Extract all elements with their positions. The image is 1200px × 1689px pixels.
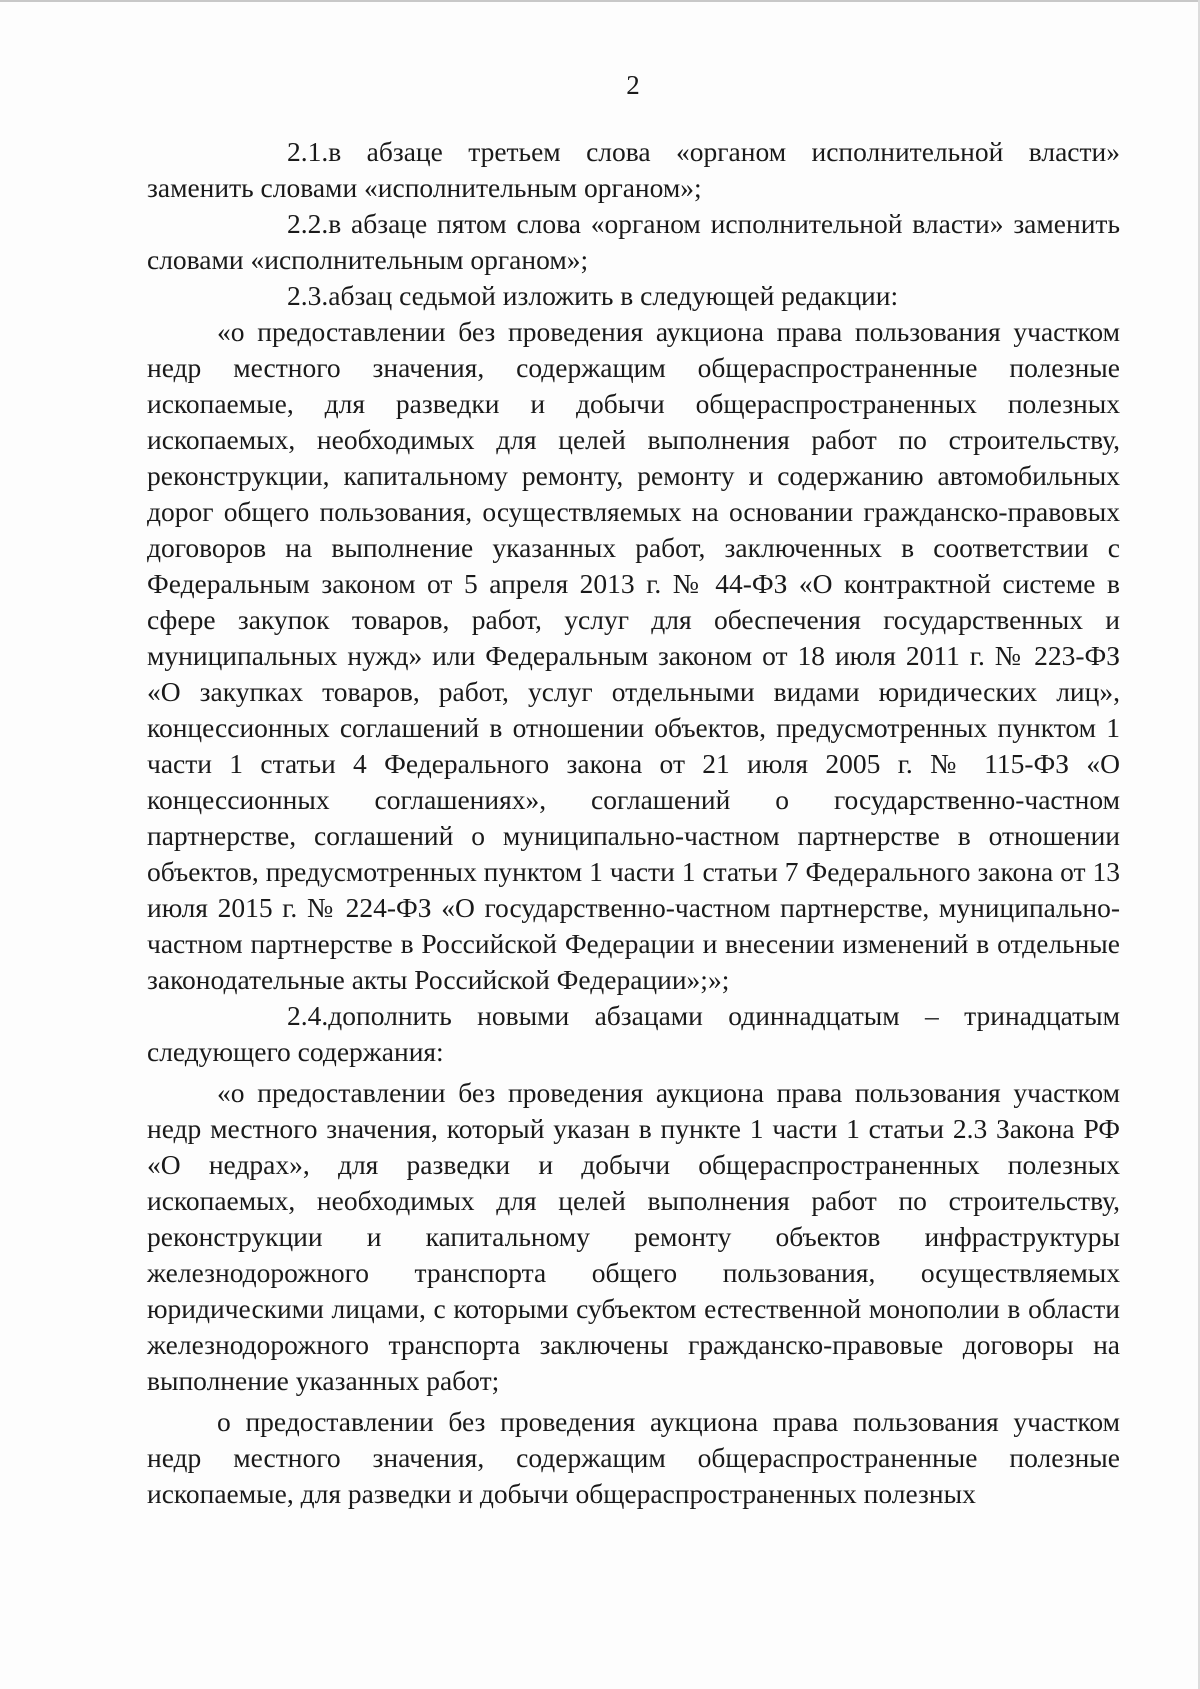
paragraph-text: абзац седьмой изложить в следующей редакции: (328, 280, 899, 311)
scan-edge-top (0, 0, 1200, 2)
quoted-paragraph-abzac-7 (147, 314, 1120, 998)
quoted-paragraph-abzac-12 (147, 1404, 1120, 1512)
paragraph-text: «о предоставлении без проведения аукциона права пользования участком недр местного значения, содержащим общераспространенные полезные ископаемые, для разведки и добычи общераспространенных полезных ископаемых, необходимых для целей выполнения работ по строительству, реконструкции, капитальному ремонту, ремонту и содержанию автомобильных дорог общего пользования, осуществляемых на основании гражданско-правовых договоров на выполнение указанных работ, заключенных в соответствии с Федеральным законом от 5 апреля 2013 г. № 44-ФЗ «О контрактной системе в сфере закупок товаров, работ, услуг для обеспечения государственных и муниципальных нужд» или Федеральным законом от 18 июля 2011 г. № 223-ФЗ «О закупках товаров, работ, услуг отдельными видами юридических лиц», концессионных соглашений в отношении объектов, предусмотренных пунктом 1 части 1 статьи 4 Федерального закона от 21 июля 2005 г. № 115-ФЗ «О концессионных соглашениях», соглашений о государственно-частном партнерстве, соглашений о муниципально-частном партнерстве в отношении объектов, предусмотренных пунктом 1 части 1 статьи 7 Федерального закона от 13 июля 2015 г. № 224-ФЗ «О государственно-частном партнерстве, муниципально-частном партнерстве в Российской Федерации и внесении изменений в отдельные законодательные акты Российской Федерации»;»; (147, 316, 1120, 995)
paragraph-text: дополнить новыми абзацами одиннадцатым – тринадцатым следующего содержания: (147, 1000, 1120, 1067)
paragraph-text: в абзаце третьем слова «органом исполнительной власти» заменить словами «исполнительным органом»; (147, 136, 1120, 203)
item-number: 2.4. (287, 1000, 329, 1031)
paragraph-text: в абзаце пятом слова «органом исполнительной власти» заменить словами «исполнительным органом»; (147, 208, 1120, 275)
paragraph-2-4 (147, 998, 1120, 1070)
paragraph-2-2 (147, 206, 1120, 278)
item-number: 2.3. (287, 280, 329, 311)
paragraph-text: о предоставлении без проведения аукциона права пользования участком недр местного значения, содержащим общераспространенные полезные ископаемые, для разведки и добычи общераспространенных полезных (147, 1406, 1120, 1509)
paragraph-2-3 (147, 278, 1120, 314)
item-number: 2.2. (287, 208, 329, 239)
page-number: 2 (626, 70, 640, 100)
document-body (147, 134, 1120, 1512)
paragraph-2-1 (147, 134, 1120, 206)
paragraph-text: «о предоставлении без проведения аукциона права пользования участком недр местного значения, который указан в пункте 1 части 1 статьи 2.3 Закона РФ «О недрах», для разведки и добычи общераспространенных полезных ископаемых, необходимых для целей выполнения работ по строительству, реконструкции и капитальному ремонту объектов инфраструктуры железнодорожного транспорта общего пользования, осуществляемых юридическими лицами, с которыми субъектом естественной монополии в области железнодорожного транспорта заключены гражданско-правовые договоры на выполнение указанных работ; (147, 1077, 1120, 1396)
quoted-paragraph-abzac-11 (147, 1075, 1120, 1399)
item-number: 2.1. (287, 136, 329, 167)
